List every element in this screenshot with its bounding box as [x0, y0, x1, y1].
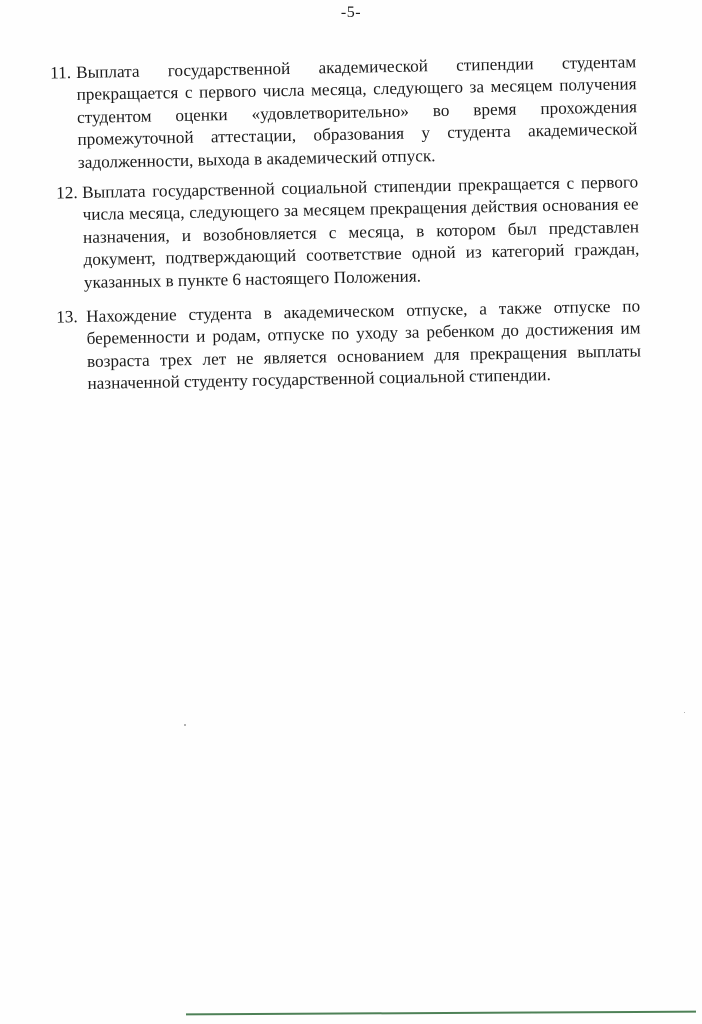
clause-11	[50, 51, 638, 174]
clause-number: 13.	[56, 307, 78, 327]
clause-13	[56, 295, 642, 395]
clause-text: Выплата государственной социальной стипендии прекращается с первого числа месяца, следующего за месяцем прекращения действия основания ее назначения, и возобновляется с месяца, в котором был представлен документ, подтверждающий соответствие одной из категорий граждан, указанных в пункте 6 настоящего Положения.	[82, 172, 640, 292]
scan-speck	[184, 724, 186, 726]
clause-number: 12.	[56, 183, 78, 203]
page-number: -5-	[340, 4, 362, 21]
clause-text: Выплата государственной академической стипендии студентам прекращается с первого числа месяца, следующего за месяцем получения студентом оценки «удовлетворительно» во время прохождения промежуточной аттестации, образования у студента академической задолженности, выхода в академический отпуск.	[76, 52, 638, 172]
clause-number: 11.	[50, 63, 72, 83]
scan-speck	[684, 712, 685, 713]
clause-12	[56, 171, 640, 294]
scan-edge-line	[186, 1011, 696, 1016]
clause-text: Нахождение студента в академическом отпуске, а также отпуске по беременности и родам, отпуске по уходу за ребенком до достижения им возраста трех лет не является основанием для прекращения выплаты назначенной студенту государственной социальной стипендии.	[86, 296, 642, 394]
